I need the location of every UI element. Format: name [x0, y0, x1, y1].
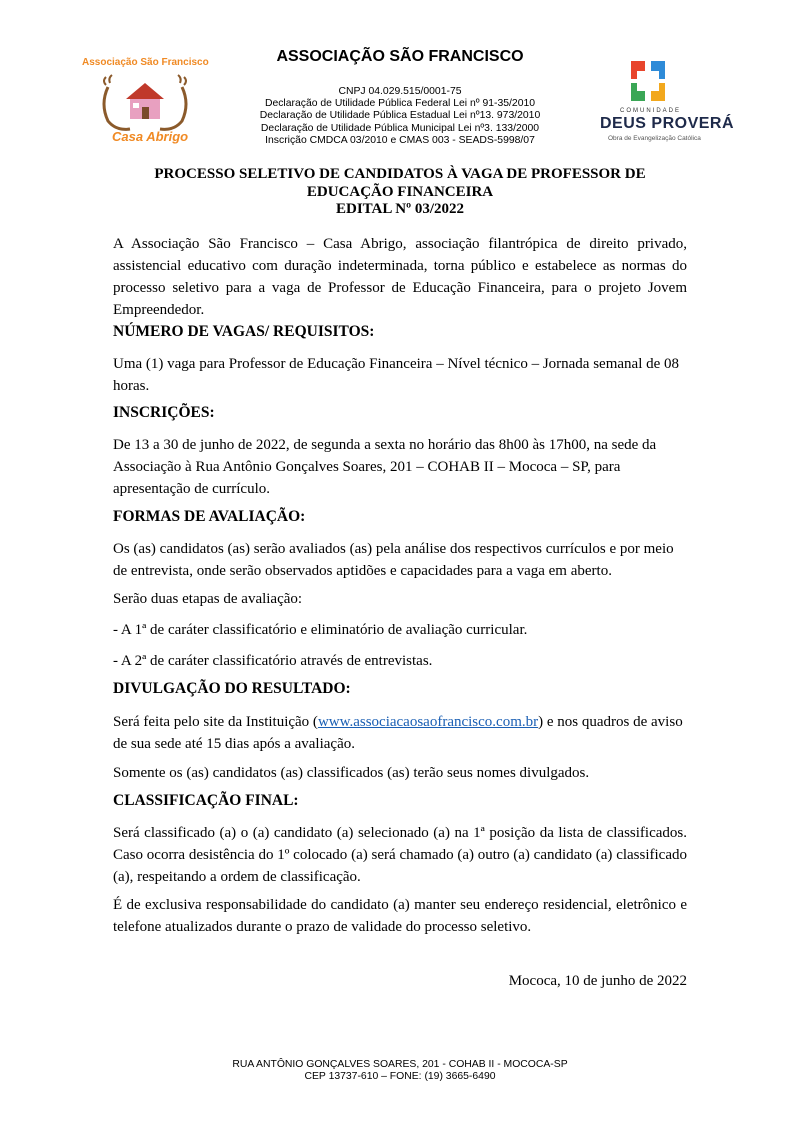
- reg-line-municipal: Declaração de Utilidade Pública Municipal Lei nº3. 133/2000: [260, 122, 540, 134]
- divulgacao-text-after: ) e nos quadros de aviso de sua sede até 15 dias após a avaliação.: [113, 714, 683, 752]
- place-date: Mococa, 10 de junho de 2022: [508, 973, 687, 989]
- title-line-2: EDUCAÇÃO FINANCEIRA: [306, 183, 494, 200]
- classificacao-text-2: É de exclusiva responsabilidade do candidato (a) manter seu endereço residencial, eletrônico e telefone atualizados durante o prazo de validade do processo seletivo.: [113, 897, 687, 935]
- reg-line-cnpj: CNPJ 04.029.515/0001-75: [338, 86, 462, 97]
- section-heading-vagas: NÚMERO DE VAGAS/ REQUISITOS:: [113, 323, 375, 340]
- inscricoes-text: De 13 a 30 de junho de 2022, de segunda a sexta no horário das 8h00 às 17h00, na sede da Associação à Rua Antônio Gonçalves Soares, 201 – COHAB II – Mococa – SP, para apresentação de currículo.: [113, 437, 657, 497]
- divulgacao-text-before: Será feita pelo site da Instituição (: [113, 714, 318, 730]
- reg-line-federal: Declaração de Utilidade Pública Federal Lei nº 91-35/2010: [264, 98, 536, 110]
- etapa-2: - A 2ª de caráter classificatório através de entrevistas.: [113, 653, 433, 669]
- reg-line-cmdca: Inscrição CMDCA 03/2010 e CMAS 003 - SEADS-5998/07: [265, 134, 535, 146]
- vagas-text: Uma (1) vaga para Professor de Educação Financeira – Nível técnico – Jornada semanal de 08 horas.: [113, 356, 680, 394]
- classificacao-text: Será classificado (a) o (a) candidato (a) selecionado (a) na 1ª posição da lista de classificados. Caso ocorra desistência do 1º colocado (a) será chamado (a) outro (a) candidato (a) classificado (a), respeitando a ordem de classificação.: [113, 825, 687, 885]
- logo-right-main-text: DEUS PROVERÁ: [600, 115, 735, 132]
- title-line-1: PROCESSO SELETIVO DE CANDIDATOS À VAGA DE PROFESSOR DE: [154, 166, 646, 182]
- reg-line-estadual: Declaração de Utilidade Pública Estadual Lei nº13. 973/2010: [259, 110, 541, 122]
- divulgacao-text-2: Somente os (as) candidatos (as) classificados (as) terão seus nomes divulgados.: [113, 765, 590, 781]
- document-title: [113, 166, 687, 219]
- section-heading-classificacao: CLASSIFICAÇÃO FINAL:: [113, 792, 299, 809]
- divulgacao-text: [113, 711, 687, 755]
- hands-circle-icon: [623, 55, 673, 105]
- website-link[interactable]: www.associacaosaofrancisco.com.br: [317, 714, 539, 730]
- logo-right-small-text: COMUNIDADE: [620, 108, 682, 114]
- avaliacao-text: Os (as) candidatos (as) serão avaliados (as) pela análise dos respectivos currículos e por meio de entrevista, onde serão observados aptidões e capacidades para a vaga em aberto.: [113, 541, 674, 579]
- footer-address: [0, 1059, 800, 1083]
- intro-paragraph: A Associação São Francisco – Casa Abrigo, associação filantrópica de direito privado, assistencial educativo com duração indeterminada, torna público e estabelece as normas do processo seletivo para a vaga de Professor de Educação Financeira, para o projeto Jovem Empreendedor.: [113, 236, 687, 318]
- footer-line-1: RUA ANTÔNIO GONÇALVES SOARES, 201 - COHAB II - MOCOCA-SP: [232, 1059, 568, 1070]
- logo-right-sub-text: Obra de Evangelização Católica: [608, 135, 701, 142]
- title-line-3: EDITAL Nº 03/2022: [335, 201, 465, 217]
- section-heading-divulgacao: DIVULGAÇÃO DO RESULTADO:: [113, 680, 351, 697]
- logo-left-bottom-text: Casa Abrigo: [112, 129, 189, 144]
- footer-line-2: CEP 13737-610 – FONE: (19) 3665-6490: [304, 1071, 496, 1082]
- etapa-1: - A 1ª de caráter classificatório e eliminatório de avaliação curricular.: [113, 622, 528, 638]
- org-name: ASSOCIAÇÃO SÃO FRANCISCO: [276, 48, 524, 65]
- section-heading-avaliacao: FORMAS DE AVALIAÇÃO:: [113, 508, 306, 525]
- deus-provera-logo: [598, 55, 735, 150]
- etapas-intro: Serão duas etapas de avaliação:: [113, 591, 303, 607]
- section-heading-inscricoes: INSCRIÇÕES:: [113, 404, 215, 421]
- registration-lines: [200, 86, 600, 147]
- logo-left-top-text: Associação São Francisco: [82, 57, 209, 68]
